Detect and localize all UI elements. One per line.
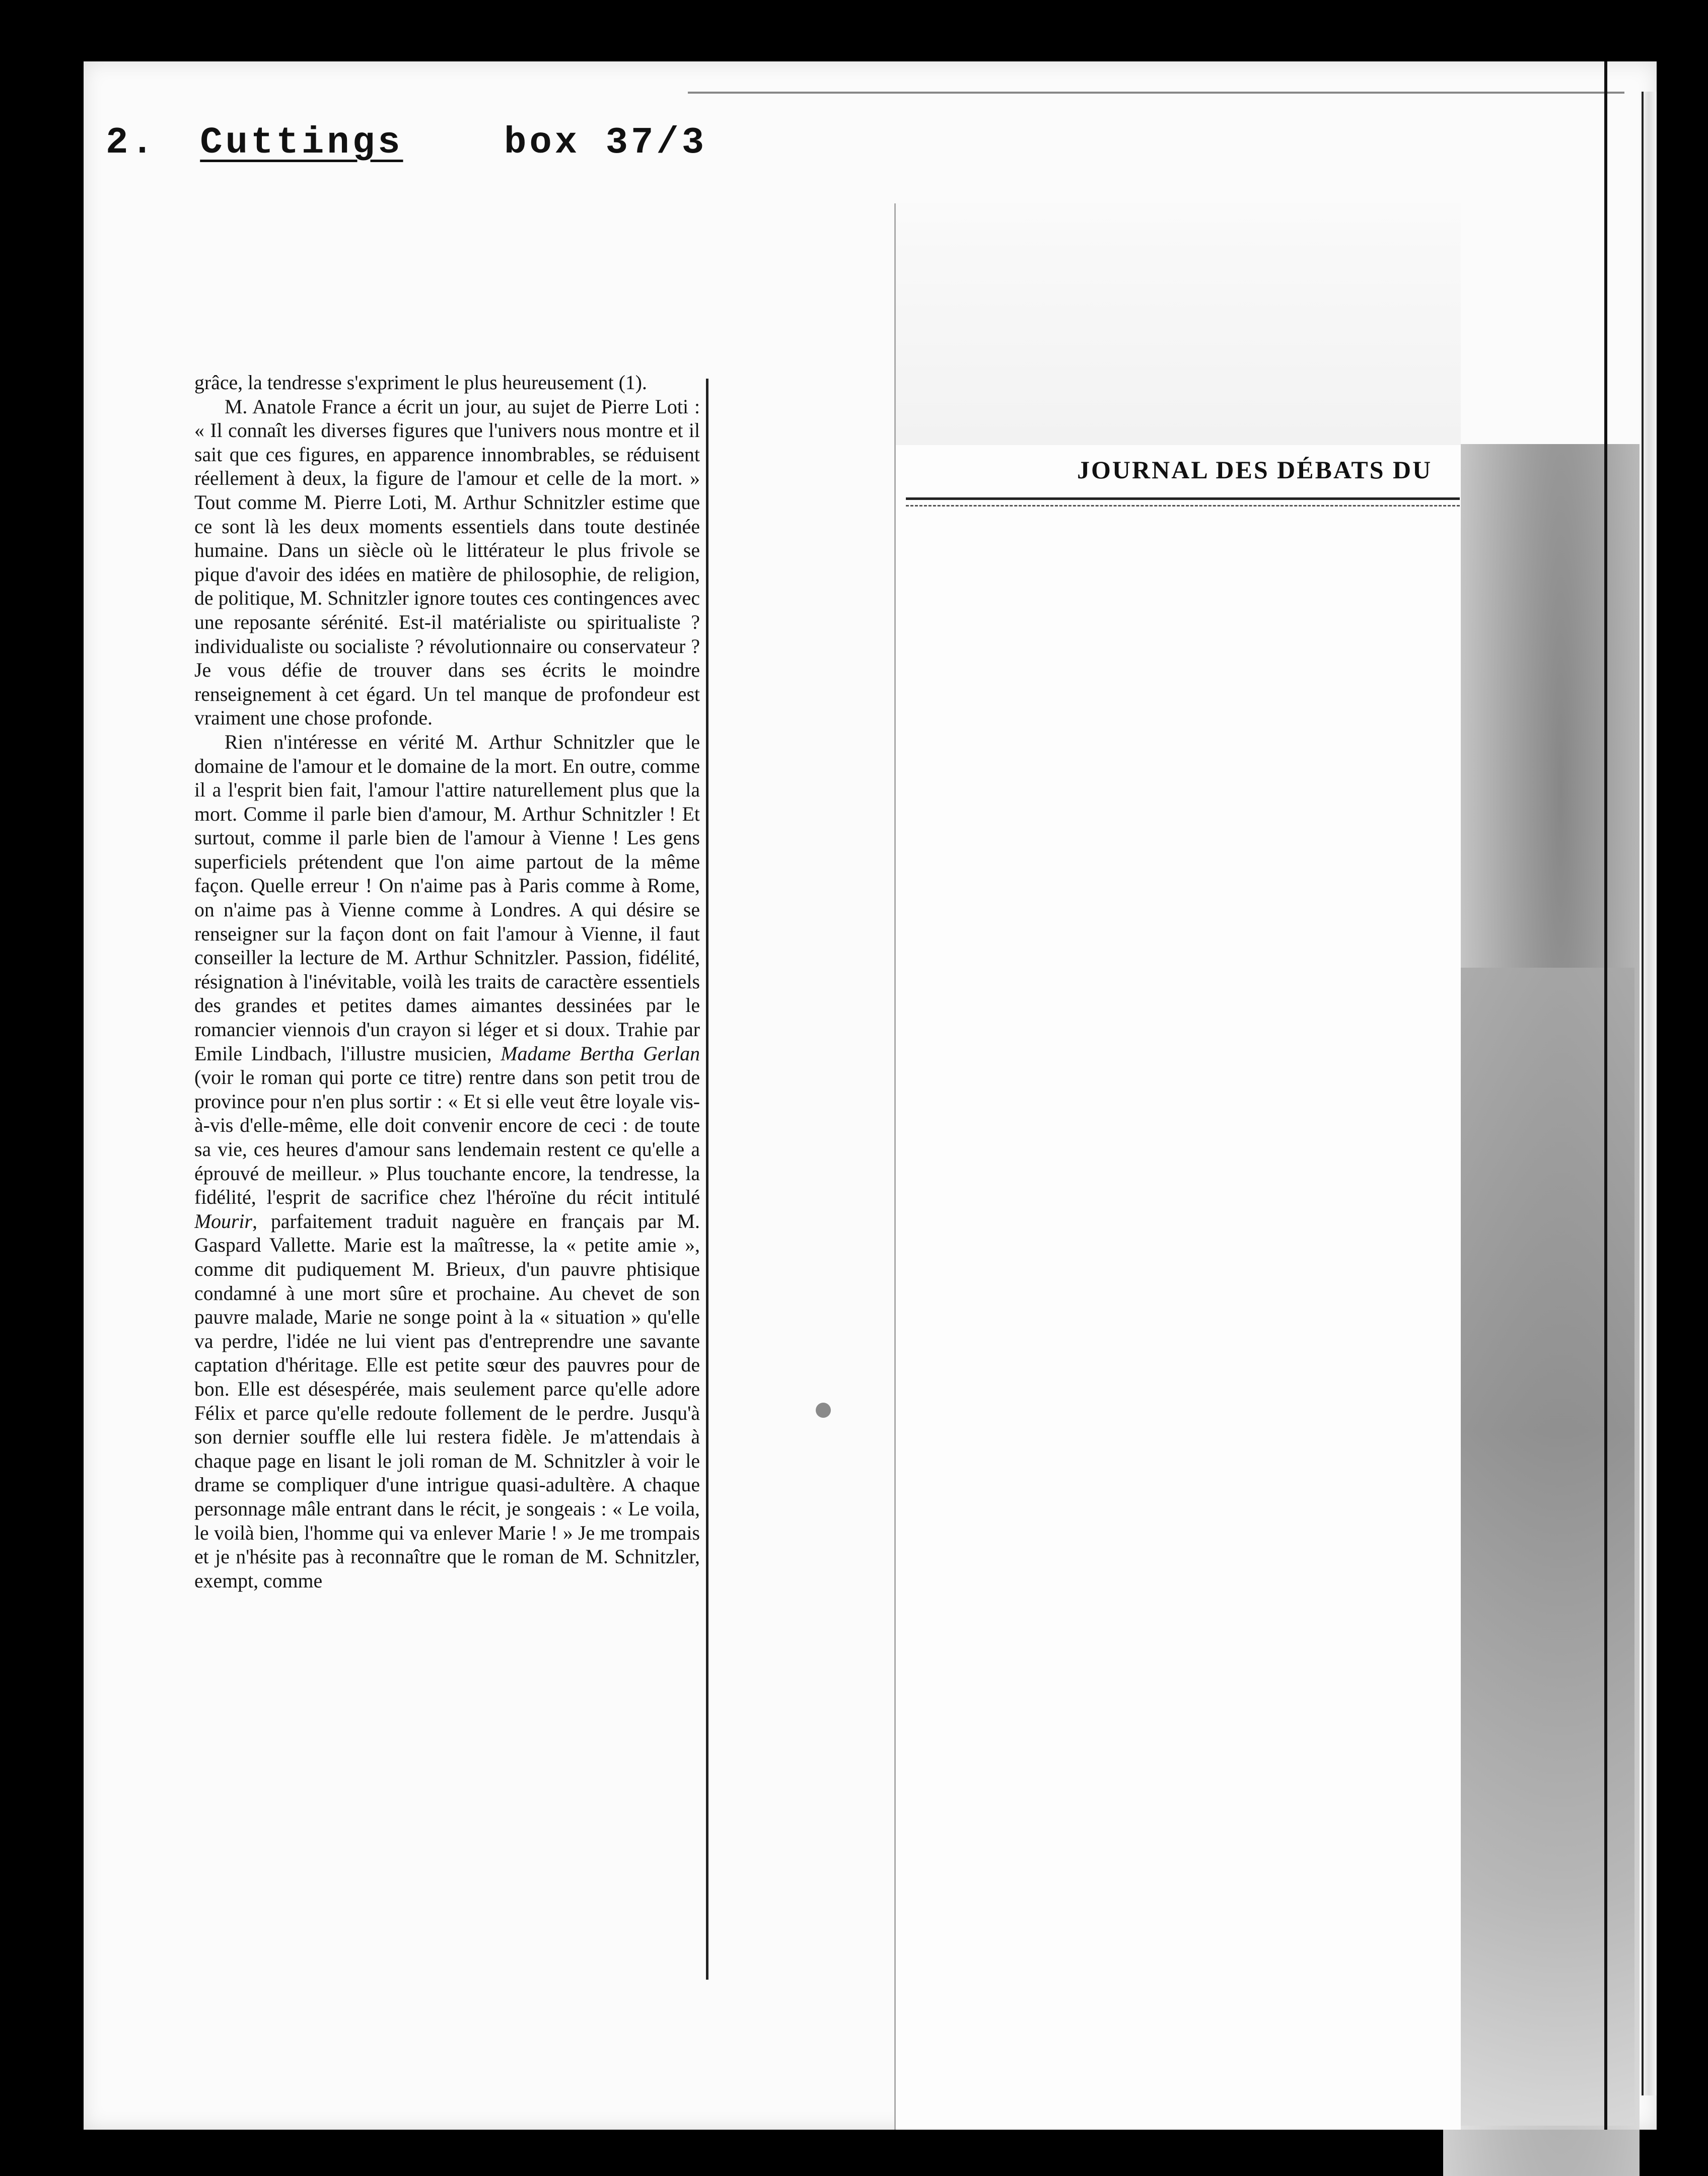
book-title: Mourir <box>194 1210 252 1232</box>
article-text: (voir le roman qui porte ce titre) rentre dans son petit trou de province pour n'en plus sortir : « Et si elle veut être loyale vis-à-vis d'elle-même, elle doit convenir encore de ceci : de toute sa vie, ces heures d'amour sans lendemain restent ce qu'elle a éprouvé de meilleur. » Plus touchante encore, la tendresse, la fidélité, l'esprit de sacrifice chez l'héroïne du récit intitulé <box>194 1066 700 1209</box>
article-paragraph: grâce, la tendresse s'expriment le plus heureusement (1). <box>194 372 647 394</box>
article-paragraph <box>194 731 700 1593</box>
newspaper-clipping <box>894 203 1461 2130</box>
article-text: , parfaitement traduit naguère en français par M. Gaspard Vallette. Marie est la maîtresse, la « petite amie », comme dit pudiquement M. Brieux, d'un pauvre phtisique condamné à une mort sûre et prochaine. Au chevet de son pauvre malade, Marie ne songe point à la « situation » qu'elle va perdre, l'idée ne lui vient pas d'entreprendre une savante captation d'héritage. Elle est petite sœur des pauvres pour de bon. Elle est désespérée, mais seulement parce qu'elle adore Félix et parce qu'elle redoute follement de le perdre. Jusqu'à son dernier souffle elle lui restera fidèle. Je m'attendais à chaque page en lisant le joli roman de M. Schnitzler à voir le drame se compliquer d'une intrigue quasi-adultère. A chaque personnage mâle entrant dans le récit, je songeais : « Le voila, le voilà bien, l'homme qui va enlever Marie ! » Je me trompais et je n'hésite pas à reconnaître que le roman de M. Schnitzler, exempt, comme <box>194 1210 700 1592</box>
column-rule <box>706 379 708 1980</box>
sheet-right-edge <box>1642 92 1657 2095</box>
header-label: Cuttings <box>200 122 403 164</box>
scanned-sheet <box>84 61 1657 2130</box>
shadow-area-lower <box>1453 968 1634 2126</box>
article-text: Rien n'intéresse en vérité M. Arthur Schnitzler que le domaine de l'amour et le domaine de la mort. En outre, comme il a l'esprit bien fait, l'amour l'attire naturellement plus que la mort. Comme il parle bien d'amour, M. Arthur Schnitzler ! Et surtout, comme il parle bien de l'amour à Vienne ! Les gens superficiels prétendent que l'on aime partout de la même façon. Quelle erreur ! On n'aime pas à Paris comme à Rome, on n'aime pas à Vienne comme à Londres. A qui désire se renseigner sur la façon dont on fait l'amour à Vienne, il faut conseiller la lecture de M. Arthur Schnitzler. Passion, fidélité, résignation à l'inévitable, voilà les traits de caractère essentiels des grandes et petites dames aimantes dessinées par le romancier viennois d'un crayon si léger et si doux. Trahie par Emile Lindbach, l'illustre musicien, <box>194 731 700 1065</box>
sheet-fold-line <box>1604 61 1607 2130</box>
article-column <box>194 371 700 1982</box>
book-title: Madame Bertha Gerlan <box>501 1042 700 1065</box>
masthead-rule <box>906 497 1460 506</box>
header-box: box 37/3 <box>504 122 707 164</box>
clipping-blank-top <box>896 203 1461 445</box>
archive-header <box>106 122 707 182</box>
header-number: 2. <box>106 122 157 164</box>
sheet-top-edge <box>688 92 1624 94</box>
newspaper-masthead: JOURNAL DES DÉBATS DU <box>1077 456 1433 484</box>
article-paragraph: M. Anatole France a écrit un jour, au sujet de Pierre Loti : « Il connaît les diverses figures que l'univers nous montre et il sait que ces figures, en apparence innombrables, se réduisent réellement à deux, la figure de l'amour et celle de la mort. » Tout comme M. Pierre Loti, M. Arthur Schnitzler estime que ce sont là les deux moments essentiels dans toute destinée humaine. Dans un siècle où le littérateur le plus frivole se pique d'avoir des idées en matière de philosophie, de religion, de politique, M. Schnitzler ignore toutes ces contingences avec une reposante sérénité. Est-il matérialiste ou spiritualiste ? individualiste ou socialiste ? révolutionnaire ou conservateur ? Je vous défie de trouver dans ses écrits le moindre renseignement à cet égard. Un tel manque de profondeur est vraiment une chose profonde. <box>194 395 700 730</box>
paper-speck <box>816 1403 831 1418</box>
